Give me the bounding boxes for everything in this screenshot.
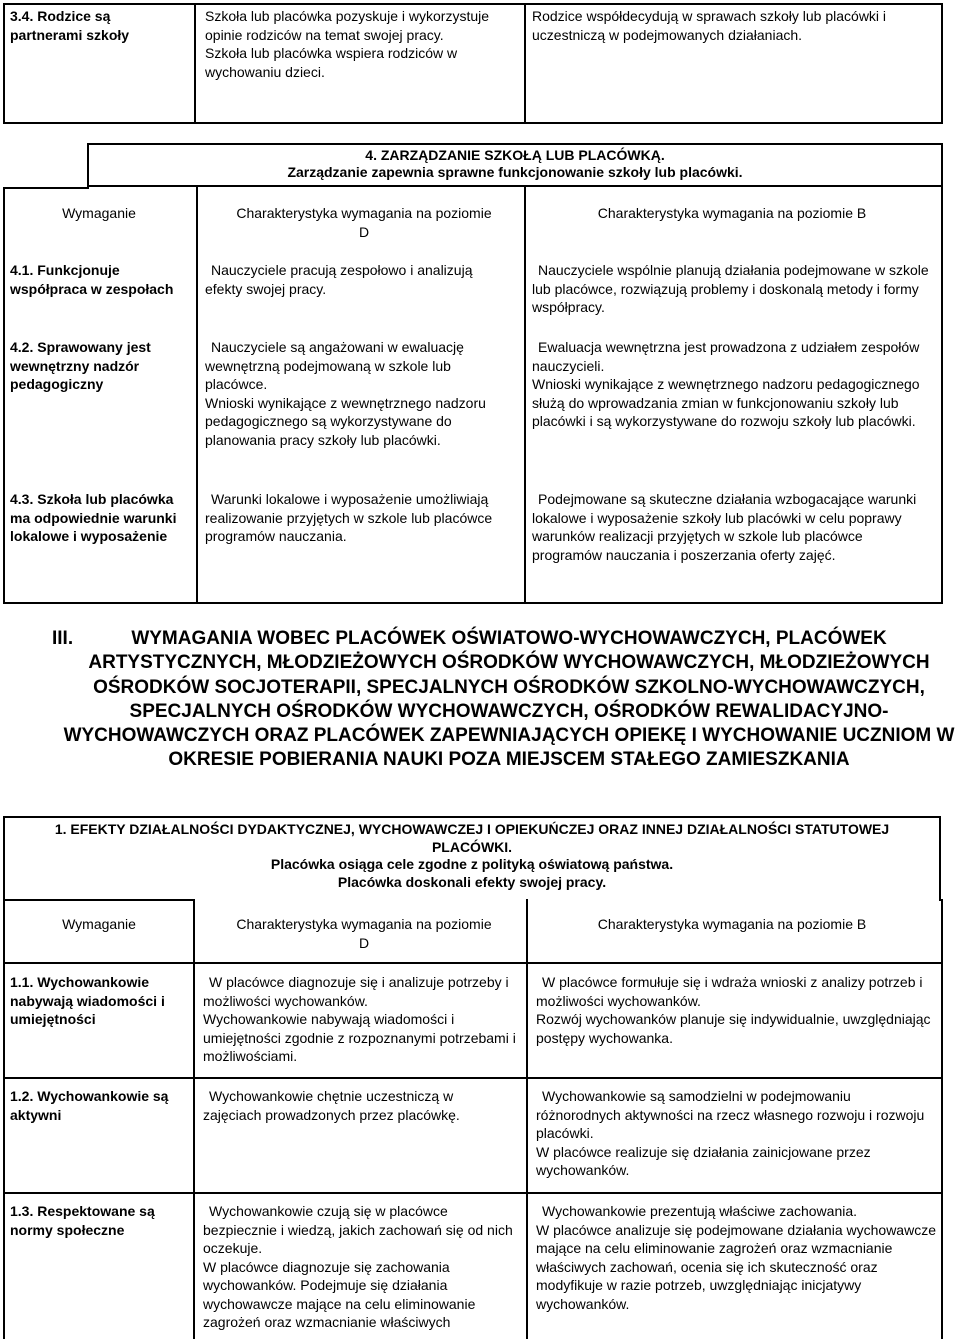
s4-row2-b [532, 338, 930, 431]
s4-row3-d-p1: Warunki lokalowe i wyposażenie umożliwiają realizowanie przyjętych w szkole lub placówce programów nauczania. [205, 491, 493, 544]
s4-row2-label: 4.2. Sprawowany jest wewnętrzny nadzór pedagogiczny [10, 339, 151, 392]
s4-row3-d [205, 490, 495, 546]
e1-row1-label: 1.1. Wychowankowie nabywają wiadomości i umiejętności [10, 974, 165, 1027]
s4-header-d: Charakterystyka wymagania na poziomie D [236, 205, 492, 240]
row-3-4-label: 3.4. Rodzice są partnerami szkoły [10, 8, 130, 43]
e1-header-req: Wymaganie [62, 916, 136, 932]
e1-row3-d-p1: Wychowankowie czują się w placówce bezpiecznie i wiedzą, jakich zachowań się od nich oczekuje. [203, 1203, 513, 1256]
section-e1-header [3, 816, 941, 901]
s4-row1-b [532, 261, 930, 317]
s4-row1-d [205, 261, 511, 298]
s4-row2-d-p1: Nauczyciele są angażowani w ewaluację wewnętrzną podejmowaną w szkole lub placówce. [205, 339, 464, 392]
e1-row2-d-p1: Wychowankowie chętnie uczestniczą w zajęciach prowadzonych przez placówkę. [203, 1088, 460, 1123]
e1-row2-b-p2: W placówce realizuje się działania zainicjowane przez wychowanków. [536, 1143, 871, 1178]
section-iii-number: III. [52, 628, 74, 649]
e1-row1-d [203, 973, 523, 1066]
section-4-title: 4. ZARZĄDZANIE SZKOŁĄ LUB PLACÓWKĄ. [365, 147, 665, 163]
s4-row1-d-p1: Nauczyciele pracują zespołowo i analizują efekty swojej pracy. [205, 262, 473, 297]
e1-row2-b-p1: Wychowankowie są samodzielni w podejmowaniu różnorodnych aktywności na rzecz własnego rozwoju i rozwoju placówki. [536, 1088, 925, 1141]
row-3-4-d [205, 7, 517, 81]
s4-row3-b-p1: Podejmowane są skuteczne działania wzbogacające warunki lokalowe i wyposażenie szkoły lub placówki w celu poprawy warunków realizacji przyjętych w szkole lub placówce programów nauczania i poszerzania oferty zajęć. [532, 491, 917, 563]
e1-header-d: Charakterystyka wymagania na poziomie D [236, 916, 492, 951]
e1-row1-b-p2: Rozwój wychowanków planuje się indywidualnie, uwzględniając postępy wychowanka. [536, 1011, 931, 1046]
e1-row3-b-p2: W placówce analizuje się podejmowane działania wychowawcze mające na celu eliminowanie zagrożeń oraz wzmacnianie właściwych zachowań, ocenia się ich skuteczność oraz modyfikuje w razie potrzeb, uwzględniając inicjatywy wychowanków. [536, 1221, 936, 1312]
e1-row3-b [536, 1202, 936, 1313]
section-4-header [87, 143, 943, 187]
s4-row3-label: 4.3. Szkoła lub placówka ma odpowiednie warunki lokalowe i wyposażenie [10, 491, 177, 544]
s4-row1-label: 4.1. Funkcjonuje współpraca w zespołach [10, 262, 174, 297]
e1-row3-d-p2: W placówce diagnozuje się zachowania wychowanków. Podejmuje się działania wychowawcze mające na celu eliminowanie zagrożeń oraz wzmacnianie właściwych [203, 1258, 476, 1330]
row-3-4-b: Rodzice współdecydują w sprawach szkoły lub placówki i uczestniczą w podejmowanych działaniach. [532, 8, 887, 43]
s4-row2-d-p2: Wnioski wynikające z wewnętrznego nadzoru pedagogicznego są wykorzystywane do planowania pracy szkoły lub placówki. [205, 394, 486, 448]
e1-row1-b-p1: W placówce formułuje się i wdraża wnioski z analizy potrzeb i możliwości wychowanków. [536, 974, 923, 1009]
e1-row3-d [203, 1202, 513, 1332]
s4-header-req: Wymaganie [62, 205, 136, 221]
e1-row2-d [203, 1087, 513, 1124]
row-3-4-d-p2: Szkoła lub placówka wspiera rodziców w wychowaniu dzieci. [205, 45, 458, 80]
section-e1-line3: Placówka doskonali efekty swojej pracy. [337, 873, 607, 890]
s4-header-b: Charakterystyka wymagania na poziomie B [597, 205, 867, 221]
e1-row1-b [536, 973, 936, 1047]
e1-header-b: Charakterystyka wymagania na poziomie B [597, 916, 867, 932]
section-iii-title: WYMAGANIA WOBEC PLACÓWEK OŚWIATOWO-WYCHOWAWCZYCH, PLACÓWEK ARTYSTYCZNYCH, MŁODZIEŻOWYCH OŚRODKÓW WYCHOWAWCZYCH, MŁODZIEŻOWYCH OŚRODKÓW SOCJOTERAPII, SPECJALNYCH OŚRODKÓW SZKOLNO-WYCHOWAWCZYCH, SPECJALNYCH OŚRODKÓW WYCHOWAWCZYCH, OŚRODKÓW REWALIDACYJNO-WYCHOWAWCZYCH ORAZ PLACÓWEK ZAPEWNIAJĄCYCH OPIEKĘ I WYCHOWANIE UCZNIOM W OKRESIE POBIERANIA NAUKI POZA MIEJSCEM STAŁEGO ZAMIESZKANIA [63, 628, 955, 771]
e1-row1-d-p1: W placówce diagnozuje się i analizuje potrzeby i możliwości wychowanków. [203, 974, 509, 1009]
e1-row2-label: 1.2. Wychowankowie są aktywni [10, 1088, 169, 1123]
e1-row3-b-p1: Wychowankowie prezentują właściwe zachowania. [542, 1203, 858, 1219]
s4-row2-b-p1: Ewaluacja wewnętrzna jest prowadzona z udziałem zespołów nauczycieli. [532, 339, 920, 374]
s4-row3-b [532, 490, 930, 564]
e1-row1-d-p2: Wychowankowie nabywają wiadomości i umiejętności zgodnie z rozpoznanymi potrzebami i możliwościami. [203, 1011, 516, 1064]
section-4-subtitle: Zarządzanie zapewnia sprawne funkcjonowanie szkoły lub placówki. [287, 164, 743, 180]
s4-row1-b-p1: Nauczyciele wspólnie planują działania podejmowane w szkole lub placówce, rozwiązują problemy i doskonalą metody i formy współpracy. [532, 262, 929, 315]
row-3-4-d-p1: Szkoła lub placówka pozyskuje i wykorzystuje opinie rodziców na temat swojej pracy. [205, 8, 490, 43]
section-e1-line2: Placówka osiąga cele zgodne z polityką oświatową państwa. [270, 856, 674, 872]
section-e1-title: 1. EFEKTY DZIAŁALNOŚCI DYDAKTYCZNEJ, WYCHOWAWCZEJ I OPIEKUŃCZEJ ORAZ INNEJ DZIAŁALNOŚCI STATUTOWEJ PLACÓWKI. [54, 821, 890, 855]
s4-row2-d [205, 338, 517, 449]
e1-row3-label: 1.3. Respektowane są normy społeczne [10, 1203, 155, 1238]
s4-row2-b-p2: Wnioski wynikające z wewnętrznego nadzoru pedagogicznego służą do wprowadzania zmian w funkcjonowaniu szkoły lub placówki i są wykorzystywane do rozwoju szkoły lub placówki. [532, 376, 920, 429]
e1-row2-b [536, 1087, 936, 1180]
